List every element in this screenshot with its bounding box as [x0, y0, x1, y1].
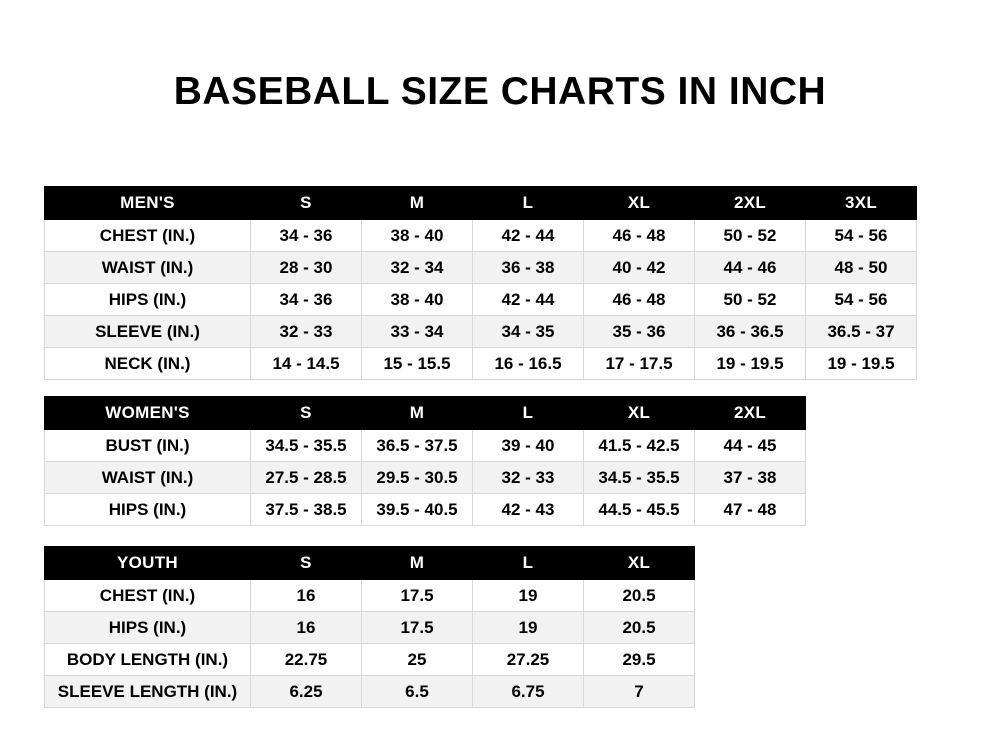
row-label: BODY LENGTH (IN.) — [45, 644, 251, 676]
table-cell: 42 - 44 — [473, 220, 584, 252]
table-cell: 47 - 48 — [695, 494, 806, 526]
table-cell: 42 - 43 — [473, 494, 584, 526]
table-cell: 27.5 - 28.5 — [251, 462, 362, 494]
table-cell: 29.5 — [584, 644, 695, 676]
row-label: CHEST (IN.) — [45, 220, 251, 252]
table-row — [45, 284, 917, 316]
table-cell: 6.25 — [251, 676, 362, 708]
table-header-row — [45, 187, 917, 220]
row-label: HIPS (IN.) — [45, 284, 251, 316]
table-cell: 39 - 40 — [473, 430, 584, 462]
table-cell: 16 — [251, 580, 362, 612]
table-cell: 34 - 36 — [251, 220, 362, 252]
table-cell: 14 - 14.5 — [251, 348, 362, 380]
table-cell: 40 - 42 — [584, 252, 695, 284]
table-cell: 41.5 - 42.5 — [584, 430, 695, 462]
table-cell: 38 - 40 — [362, 284, 473, 316]
table-cell: 19 — [473, 580, 584, 612]
column-header: M — [362, 187, 473, 220]
column-header: S — [251, 397, 362, 430]
table-cell: 32 - 34 — [362, 252, 473, 284]
table-cell: 32 - 33 — [473, 462, 584, 494]
table-cell: 19 - 19.5 — [695, 348, 806, 380]
table-cell: 50 - 52 — [695, 284, 806, 316]
mens-table-body — [45, 187, 917, 380]
column-header: S — [251, 547, 362, 580]
table-cell: 54 - 56 — [806, 284, 917, 316]
table-cell: 46 - 48 — [584, 284, 695, 316]
column-header: L — [473, 547, 584, 580]
table-cell: 36 - 36.5 — [695, 316, 806, 348]
table-cell: 34 - 36 — [251, 284, 362, 316]
womens-size-chart — [44, 396, 806, 526]
table-cell: 16 - 16.5 — [473, 348, 584, 380]
table-cell: 44 - 46 — [695, 252, 806, 284]
youth-table-body — [45, 547, 695, 708]
row-label: WAIST (IN.) — [45, 252, 251, 284]
table-cell: 20.5 — [584, 612, 695, 644]
youth-size-table — [44, 546, 695, 708]
table-cell: 34.5 - 35.5 — [584, 462, 695, 494]
table-cell: 37 - 38 — [695, 462, 806, 494]
column-header: L — [473, 187, 584, 220]
row-label: CHEST (IN.) — [45, 580, 251, 612]
column-header: WOMEN'S — [45, 397, 251, 430]
row-label: HIPS (IN.) — [45, 494, 251, 526]
table-cell: 36 - 38 — [473, 252, 584, 284]
table-cell: 15 - 15.5 — [362, 348, 473, 380]
table-cell: 19 - 19.5 — [806, 348, 917, 380]
table-row — [45, 220, 917, 252]
table-cell: 20.5 — [584, 580, 695, 612]
table-row — [45, 348, 917, 380]
table-cell: 32 - 33 — [251, 316, 362, 348]
table-header-row — [45, 397, 806, 430]
table-row — [45, 494, 806, 526]
table-cell: 19 — [473, 612, 584, 644]
table-cell: 27.25 — [473, 644, 584, 676]
table-cell: 38 - 40 — [362, 220, 473, 252]
table-cell: 36.5 - 37.5 — [362, 430, 473, 462]
column-header: L — [473, 397, 584, 430]
table-cell: 7 — [584, 676, 695, 708]
column-header: 2XL — [695, 397, 806, 430]
table-row — [45, 644, 695, 676]
column-header: XL — [584, 547, 695, 580]
mens-size-table — [44, 186, 917, 380]
table-cell: 34.5 - 35.5 — [251, 430, 362, 462]
table-cell: 54 - 56 — [806, 220, 917, 252]
table-cell: 17.5 — [362, 580, 473, 612]
column-header: 3XL — [806, 187, 917, 220]
table-row — [45, 580, 695, 612]
table-cell: 36.5 - 37 — [806, 316, 917, 348]
womens-table-body — [45, 397, 806, 526]
table-cell: 28 - 30 — [251, 252, 362, 284]
table-cell: 42 - 44 — [473, 284, 584, 316]
table-cell: 37.5 - 38.5 — [251, 494, 362, 526]
row-label: WAIST (IN.) — [45, 462, 251, 494]
table-header-row — [45, 547, 695, 580]
column-header: M — [362, 397, 473, 430]
row-label: HIPS (IN.) — [45, 612, 251, 644]
table-cell: 29.5 - 30.5 — [362, 462, 473, 494]
table-cell: 22.75 — [251, 644, 362, 676]
row-label: BUST (IN.) — [45, 430, 251, 462]
table-row — [45, 252, 917, 284]
mens-size-chart — [44, 186, 917, 380]
table-cell: 16 — [251, 612, 362, 644]
column-header: XL — [584, 187, 695, 220]
table-cell: 48 - 50 — [806, 252, 917, 284]
row-label: SLEEVE (IN.) — [45, 316, 251, 348]
table-cell: 34 - 35 — [473, 316, 584, 348]
column-header: YOUTH — [45, 547, 251, 580]
table-row — [45, 430, 806, 462]
table-cell: 44.5 - 45.5 — [584, 494, 695, 526]
table-cell: 35 - 36 — [584, 316, 695, 348]
table-cell: 6.75 — [473, 676, 584, 708]
table-cell: 17.5 — [362, 612, 473, 644]
column-header: M — [362, 547, 473, 580]
table-cell: 44 - 45 — [695, 430, 806, 462]
table-cell: 17 - 17.5 — [584, 348, 695, 380]
table-cell: 6.5 — [362, 676, 473, 708]
table-row — [45, 612, 695, 644]
table-cell: 39.5 - 40.5 — [362, 494, 473, 526]
page-title: BASEBALL SIZE CHARTS IN INCH — [173, 70, 827, 113]
row-label: NECK (IN.) — [45, 348, 251, 380]
table-cell: 46 - 48 — [584, 220, 695, 252]
column-header: MEN'S — [45, 187, 251, 220]
column-header: XL — [584, 397, 695, 430]
youth-size-chart — [44, 546, 695, 708]
row-label: SLEEVE LENGTH (IN.) — [45, 676, 251, 708]
table-row — [45, 316, 917, 348]
womens-size-table — [44, 396, 806, 526]
table-cell: 25 — [362, 644, 473, 676]
column-header: 2XL — [695, 187, 806, 220]
table-row — [45, 462, 806, 494]
table-cell: 50 - 52 — [695, 220, 806, 252]
column-header: S — [251, 187, 362, 220]
table-cell: 33 - 34 — [362, 316, 473, 348]
table-row — [45, 676, 695, 708]
